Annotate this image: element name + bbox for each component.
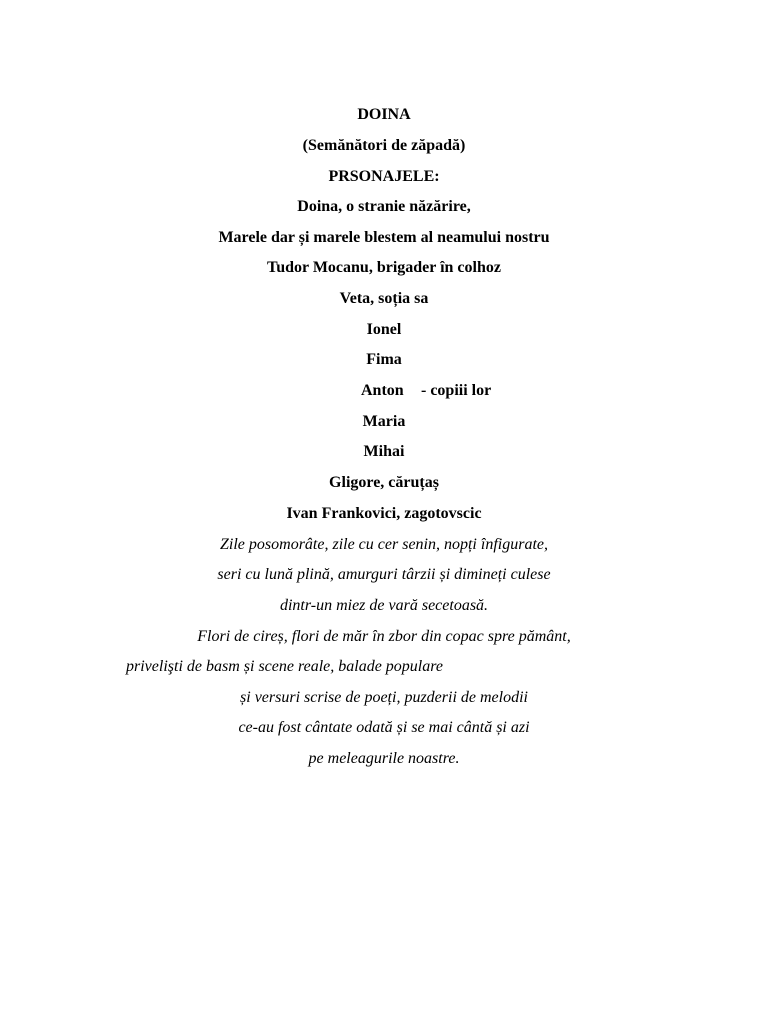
character-maria: Maria (362, 413, 406, 430)
verse-line: ce-au fost cântate odată și se mai cântă și azi (238, 719, 530, 736)
verse-line: privelişti de basm și scene reale, balade populare (126, 658, 443, 675)
character-ionel: Ionel (366, 321, 402, 338)
verse-line: și versuri scrise de poeți, puzderii de melodii (240, 689, 528, 706)
children-note: - copiii lor (421, 382, 492, 399)
character-doina-description: Marele dar și marele blestem al neamului nostru (218, 229, 550, 246)
character-veta: Veta, soția sa (339, 290, 429, 307)
verse-line: pe meleagurile noastre. (308, 750, 460, 767)
verse-line: Zile posomorâte, zile cu cer senin, nopți înfigurate, (220, 536, 548, 553)
character-fima: Fima (366, 351, 402, 368)
play-subtitle: (Semănători de zăpadă) (302, 137, 466, 154)
character-anton: Anton (361, 382, 404, 399)
verse-line: seri cu lună plină, amurguri târzii și dimineți culese (217, 566, 551, 583)
play-title: DOINA (357, 106, 411, 123)
character-tudor: Tudor Mocanu, brigader în colhoz (267, 259, 501, 276)
character-doina: Doina, o stranie năzărire, (297, 198, 471, 215)
character-mihai: Mihai (363, 443, 405, 460)
verse-line: Flori de cireș, flori de măr în zbor din copac spre pământ, (197, 628, 571, 645)
character-ivan: Ivan Frankovici, zagotovscic (286, 505, 482, 522)
characters-heading: PRSONAJELE: (328, 168, 440, 185)
character-gligore: Gligore, căruțaș (329, 474, 439, 491)
verse-line: dintr-un miez de vară secetoasă. (279, 597, 489, 614)
